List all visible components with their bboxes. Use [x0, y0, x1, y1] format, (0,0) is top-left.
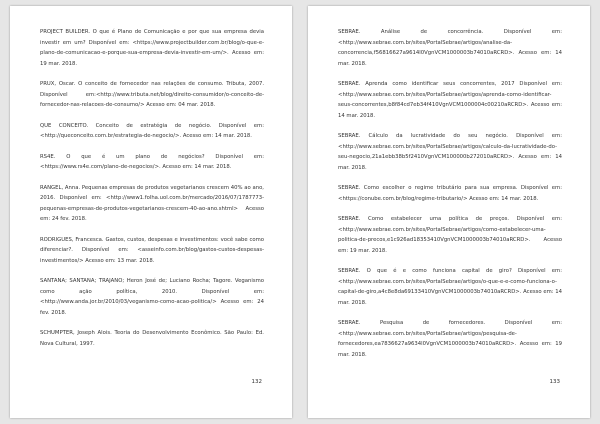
reference-entry: SEBRAE. Como escolher o regime tributário para sua empresa. Disponível em: <https://conube.com.br/blog/regime-tributario/> Acesso em: 14 mar. 2018. [338, 185, 562, 202]
right-page [308, 6, 590, 418]
reference-entry: QUE CONCEITO. Conceito de estratégia de negócio. Disponível em: <http://queconceito.com.br/estrategia-de-negocio/>. Acesso em: 14 mar. 2018. [40, 122, 264, 139]
reference-entry: PRUX, Oscar. O conceito de fornecedor nas relações de consumo. Tributa, 2007. Disponível em:<http://www.tributa.net/blog/direito-consumidor/o-conceito-de-fornecedor-nas-relacoes-de-consumo/> Acesso em: 04 mar. 2018. [40, 81, 264, 108]
left-page-references [40, 27, 264, 359]
reference-entry: SEBRAE. Aprenda como identificar seus concorrentes, 2017 Disponível em: <http://www.sebrae.com.br/sites/PortalSebrae/artigos/aprenda-como-identificar-seus-concorrentes,b8f84cd7eb34f410VgnVCM1000004c00210aRCRD>. Acesso em: 14 mar. 2018. [338, 81, 562, 119]
reference-entry: PROJECT BUILDER. O que é Plano de Comunicação e por que sua empresa devia investir em um? Disponível em: <https://www.projectbuilder.com.br/blog/o-que-e-plano-de-comunicacao-e-porque-sua-empresa-devia-investir-em-um/>. Acesso em: 19 mar. 2018. [40, 29, 264, 67]
reference-entry: SEBRAE. Pesquisa de fornecedores. Disponível em: <http://www.sebrae.com.br/sites/PortalSebrae/artigos/pesquisa-de-fornecedores,ea7836627a9634l0VgnVCM1000003b74010aRCRD>. Acesso em: 19 mar. 2018. [338, 320, 562, 358]
reference-entry: SEBRAE. Análise de concorrência. Disponível em: <http://www.sebrae.com.br/sites/PortalSebrae/artigos/analise-da-concorrencia,f56816627a9614l0VgnVCM1000003b74010aRCRD>. Acesso em: 14 mar. 2018. [338, 29, 562, 67]
page-number: 133 [549, 379, 560, 385]
page-number: 132 [251, 379, 262, 385]
reference-entry: SCHUMPTER, Joseph Alois. Teoria do Desenvolvimento Econômico. São Paulo: Ed. Nova Cultural, 1997. [40, 330, 264, 347]
reference-entry: SEBRAE. O que é e como funciona capital de giro? Disponível em: <http://www.sebrae.com.br/sites/PortalSebrae/artigos/o-que-e-e-como-funciona-o-capital-de-giro,a4c8e8da69133410VgnVCM1000003b74010aRCRD>. Acesso em: 14 mar. 2018. [338, 268, 562, 306]
reference-entry: SEBRAE. Cálculo da lucratividade do seu negócio. Disponível em: <http://www.sebrae.com.br/sites/PortalSebrae/artigos/calculo-da-lucratividade-do-seu-negocio,21a1ebb38b5f2410VgnVCM100000b272010aRCRD>. Acesso em: 14 mar. 2018. [338, 133, 562, 171]
left-page [10, 6, 292, 418]
right-page-references [338, 27, 562, 370]
reference-entry: SANTANA; SANTANA; TRAJANO; Heron José de; Luciano Rocha; Tagore. Veganismo como ação política, 2010. Disponível em: <http://www.anda.jor.br/2010/03/veganismo-como-acao-politica/> Acesso em: 24 fev. 2018. [40, 278, 264, 316]
reference-entry: SEBRAE. Como estabelecer uma política de preços. Disponível em: <http://www.sebrae.com.br/sites/PortalSebrae/artigos/como-estabelecer-uma-politica-de-precos,e1c926ad18353410VgnVCM1000003b74010aRCRD>. Acesso em: 19 mar. 2018. [338, 216, 562, 254]
reference-entry: RS4E. O que é um plano de negócios? Disponível em: <https://www.rs4e.com/plano-de-negocios/>. Acesso em: 14 mar. 2018. [40, 153, 264, 170]
reference-entry: RANGEL, Anna. Pequenas empresas de produtos vegetarianos crescem 40% ao ano, 2016. Disponível em: <http://www1.folha.uol.com.br/mercado/2016/07/1787773-pequenas-empresas-de-produtos-vegetarianos-crescem-40-ao-ano.shtml> Acesso em: 24 fev. 2018. [40, 184, 264, 222]
reference-entry: RODRIGUES, Francesca. Gastos, custos, despesas e investimentos: você sabe como diferenciar?. Disponível em: <asseinfo.com.br/blog/gastos-custos-despesas-investimentos/> Acesso em: 13 mar. 2018. [40, 236, 264, 264]
